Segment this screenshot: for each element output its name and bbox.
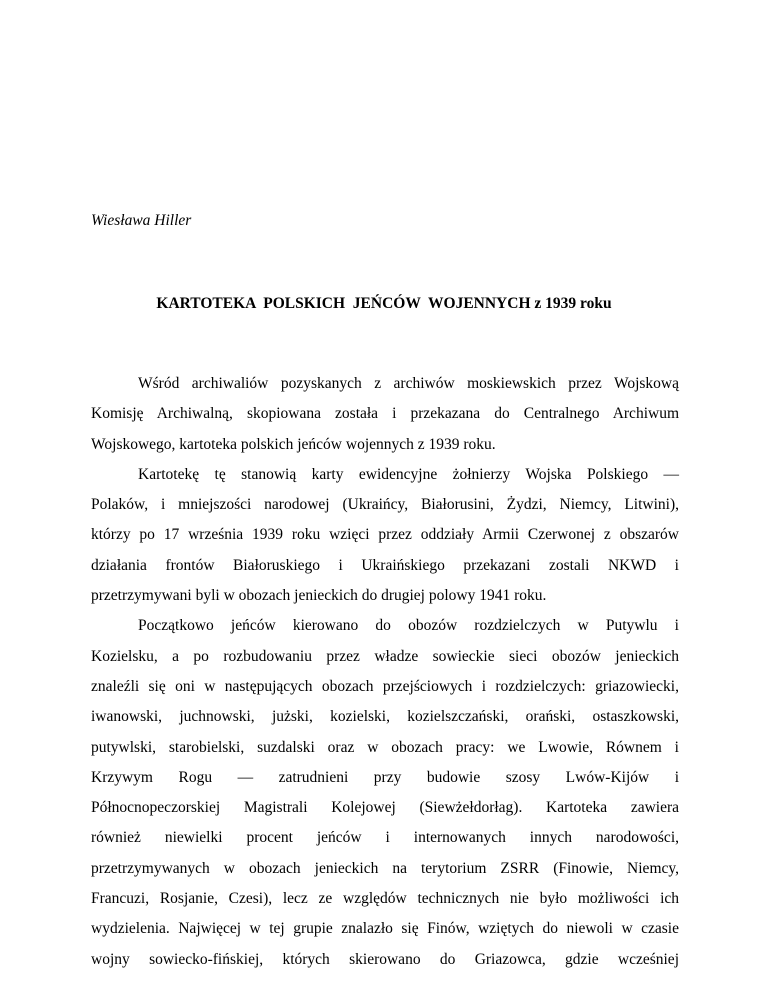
text-line: Północnopeczorskiej Magistrali Kolejowej (Siewżełdorłag). Kartoteka zawiera [91, 799, 679, 817]
paragraph-2 [91, 460, 679, 611]
author-name: Wiesława Hiller [91, 212, 192, 229]
text-line: Komisję Archiwalną, skopiowana została i przekazana do Centralnego Archiwum [91, 405, 679, 423]
text-line: Francuzi, Rosjanie, Czesi), lecz ze względów technicznych nie było możliwości ich [91, 890, 679, 908]
text-line: Polaków, i mniejszości narodowej (Ukraińcy, Białorusini, Żydzi, Niemcy, Litwini), [91, 496, 679, 514]
text-line: Kartotekę tę stanowią karty ewidencyjne żołnierzy Wojska Polskiego — [138, 465, 679, 483]
paragraph-3 [91, 611, 679, 975]
text-line: wydzielenia. Najwięcej w tej grupie znalazło się Finów, wziętych do niewoli w czasie [91, 920, 679, 938]
text-line: iwanowski, juchnowski, jużski, kozielski, kozielszczański, orański, ostaszkowski, [91, 708, 679, 726]
text-line: Krzywym Rogu — zatrudnieni przy budowie szosy Lwów-Kijów i [91, 768, 679, 786]
document-title: KARTOTEKA POLSKICH JEŃCÓW WOJENNYCH z 1939 roku [156, 295, 612, 312]
text-line: również niewielki procent jeńców i internowanych innych narodowości, [91, 829, 679, 847]
text-line: Wśród archiwaliów pozyskanych z archiwów moskiewskich przez Wojskową [138, 375, 679, 392]
document-body [91, 369, 679, 975]
text-line: działania frontów Białoruskiego i Ukraińskiego przekazani zostali NKWD i [91, 556, 679, 574]
text-line: Początkowo jeńców kierowano do obozów rozdzielczych w Putywlu i [138, 617, 679, 635]
text-line: którzy po 17 września 1939 roku wzięci przez oddziały Armii Czerwonej z obszarów [91, 526, 679, 544]
text-line: wojny sowiecko-fińskiej, których skierowano do Griazowca, gdzie wcześniej [91, 950, 679, 968]
text-line: Kozielsku, a po rozbudowaniu przez władze sowieckie sieci obozów jenieckich [91, 647, 679, 665]
text-line: putywlski, starobielski, suzdalski oraz w obozach pracy: we Lwowie, Równem i [91, 738, 679, 756]
text-line: znaleźli się oni w następujących obozach przejściowych i rozdzielczych: griazowiecki, [91, 677, 679, 695]
text-line: przetrzymywani byli w obozach jenieckich do drugiej polowy 1941 roku. [91, 587, 547, 605]
paragraph-1 [91, 369, 679, 460]
text-line: przetrzymywanych w obozach jenieckich na terytorium ZSRR (Finowie, Niemcy, [91, 859, 679, 877]
text-line: Wojskowego, kartoteka polskich jeńców wojennych z 1939 roku. [91, 435, 496, 453]
